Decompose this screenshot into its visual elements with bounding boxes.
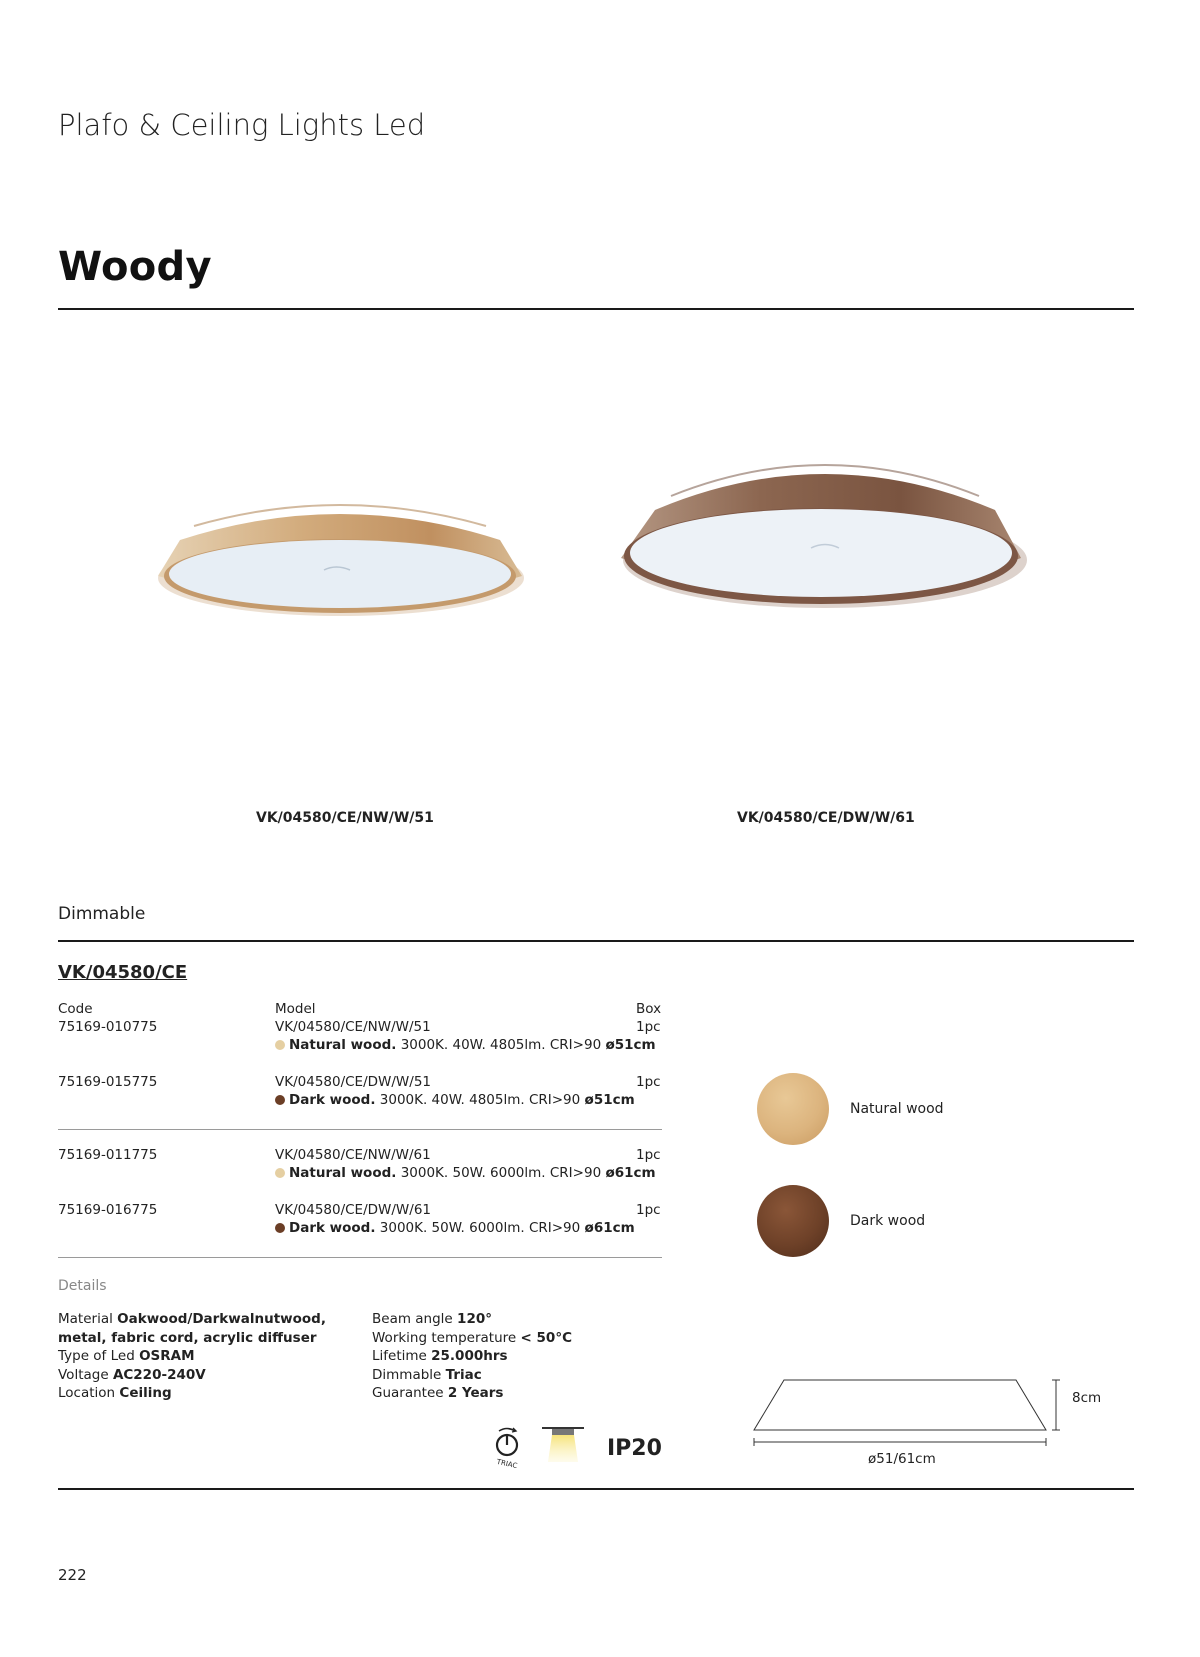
table-row-spec: Dark wood. 3000K. 50W. 6000lm. CRI>90 ø61cm (275, 1220, 635, 1236)
spec-material: Material Oakwood/Darkwalnutwood, metal, fabric cord, acrylic diffuser (58, 1311, 326, 1346)
title-divider (58, 308, 1134, 310)
table-row-code: 75169-015775 (58, 1074, 158, 1090)
table-row-box: 1pc (636, 1202, 661, 1218)
spec-lifetime: Lifetime 25.000hrs (372, 1348, 508, 1364)
spec-guarantee: Guarantee 2 Years (372, 1385, 504, 1401)
swatch-dark-wood (757, 1185, 829, 1257)
column-header-box: Box (636, 1001, 662, 1017)
details-left-column (58, 1310, 358, 1403)
product-image-natural-wood (150, 490, 530, 630)
table-row-code: 75169-016775 (58, 1202, 158, 1218)
spec-led-type: Type of Led OSRAM (58, 1348, 195, 1364)
ip-rating: IP20 (607, 1436, 662, 1461)
table-row-spec: Natural wood. 3000K. 50W. 6000lm. CRI>90 ø61cm (275, 1165, 656, 1181)
table-group-divider (58, 1129, 662, 1130)
product-image-dark-wood (615, 450, 1035, 630)
details-right-column (372, 1310, 662, 1403)
table-row-model: VK/04580/CE/NW/W/51 (275, 1019, 431, 1035)
table-row-model: VK/04580/CE/DW/W/61 (275, 1202, 432, 1218)
spec-dimmable: Dimmable Triac (372, 1366, 482, 1383)
table-row-box: 1pc (636, 1019, 661, 1035)
diameter-dimension-label: ø51/61cm (868, 1451, 936, 1467)
table-row-code: 75169-011775 (58, 1147, 158, 1163)
spec-voltage: Voltage AC220-240V (58, 1366, 206, 1383)
product-caption-2: VK/04580/CE/DW/W/61 (737, 810, 915, 826)
product-title: Woody (58, 244, 212, 290)
table-row-spec: Dark wood. 3000K. 40W. 4805lm. CRI>90 ø51cm (275, 1092, 635, 1108)
dimension-diagram (750, 1372, 1060, 1452)
page-number: 222 (58, 1566, 87, 1584)
details-heading: Details (58, 1278, 107, 1294)
table-row-model: VK/04580/CE/DW/W/51 (275, 1074, 432, 1090)
triac-dimmer-icon (490, 1424, 524, 1470)
family-code: VK/04580/CE (58, 962, 188, 983)
column-header-model: Model (275, 1001, 316, 1017)
dimmable-label: Dimmable (58, 904, 146, 924)
finish-dot-natural (275, 1168, 285, 1178)
finish-dot-dark (275, 1095, 285, 1105)
spec-working-temperature: Working temperature < 50°C (372, 1329, 572, 1346)
finish-dot-natural (275, 1040, 285, 1050)
table-row-box: 1pc (636, 1074, 661, 1090)
table-row-box: 1pc (636, 1147, 661, 1163)
spec-divider (58, 940, 1134, 942)
swatch-label-dark-wood: Dark wood (850, 1213, 926, 1229)
triac-label: TRIAC (496, 1457, 518, 1470)
section-title: Plafo & Ceiling Lights Led (58, 108, 426, 142)
swatch-natural-wood (757, 1073, 829, 1145)
height-dimension-label: 8cm (1072, 1390, 1102, 1406)
footer-divider (58, 1488, 1134, 1490)
product-caption-1: VK/04580/CE/NW/W/51 (256, 810, 434, 826)
column-header-code: Code (58, 1001, 93, 1017)
spec-beam-angle: Beam angle 120° (372, 1311, 492, 1327)
finish-dot-dark (275, 1223, 285, 1233)
table-row-spec: Natural wood. 3000K. 40W. 4805lm. CRI>90 ø51cm (275, 1037, 656, 1053)
table-row-model: VK/04580/CE/NW/W/61 (275, 1147, 431, 1163)
spec-location: Location Ceiling (58, 1385, 172, 1401)
table-row-code: 75169-010775 (58, 1019, 158, 1035)
swatch-label-natural-wood: Natural wood (850, 1101, 944, 1117)
downlight-icon (540, 1424, 586, 1466)
table-bottom-divider (58, 1257, 662, 1258)
